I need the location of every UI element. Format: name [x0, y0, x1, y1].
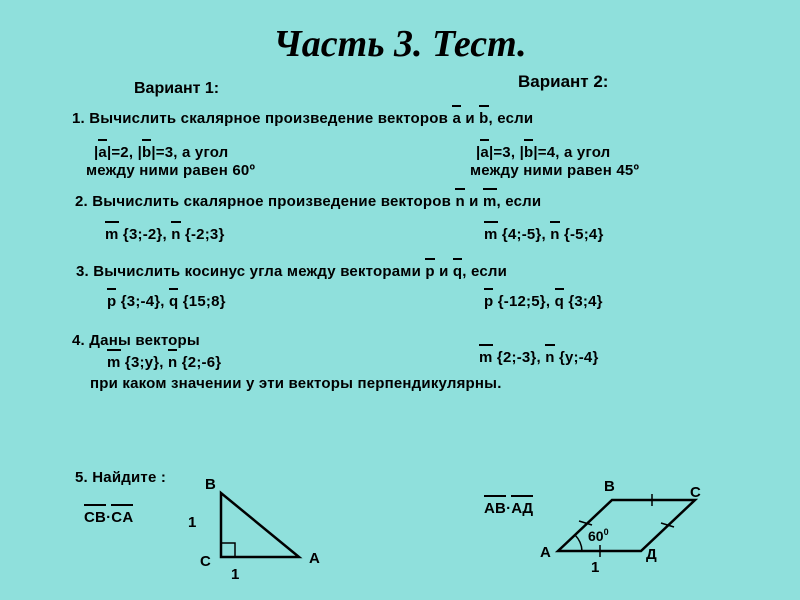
variant-1-q2: m {3;-2}, n {-2;3} [105, 226, 225, 243]
triangle-side-bc-label: 1 [188, 514, 197, 531]
variant-2-q4: m {2;-3}, n {y;-4} [479, 349, 599, 366]
triangle-vertex-a: A [309, 550, 320, 567]
vector-m: m [482, 193, 497, 210]
variant-1-q1-line2: между ними равен 60º [86, 162, 256, 179]
page-title: Часть 3. Тест. [273, 23, 527, 65]
parallelogram [540, 478, 701, 576]
variant-2-heading: Вариант 2: [518, 72, 609, 91]
parallelogram-vertex-b: B [604, 478, 615, 495]
parallelogram-vertex-d: Д [646, 546, 657, 563]
variant-1-q1-line1: |a|=2, |b|=3, а угол [94, 144, 229, 161]
right-triangle [188, 476, 320, 583]
angle-label: $60^0$ [588, 527, 609, 544]
triangle-vertex-b: B [205, 476, 216, 493]
variant-1-heading: Вариант 1: [134, 80, 220, 97]
question-3: 3. Вычислить косинус угла между векторами p и q, если [76, 263, 508, 280]
parallelogram-vertex-c: C [690, 484, 701, 501]
vector-b: b [479, 110, 489, 127]
vector-ca: CA [111, 509, 134, 526]
question-1: 1. Вычислить скалярное произведение векторов a и b, если [72, 110, 534, 127]
question-4-line2: при каком значении у эти векторы перпендикулярны. [90, 375, 502, 392]
question-5: 5. Найдите : [75, 469, 167, 486]
question-4: 4. Даны векторы [72, 332, 200, 349]
vector-ab: AB [484, 500, 507, 517]
variant-2-q2: m {4;-5}, n {-5;4} [484, 226, 604, 243]
parallelogram-shape [558, 500, 695, 551]
variant-2-q5: AB·AД [484, 500, 534, 517]
variant-2-q1-line1: |a|=3, |b|=4, а угол [476, 144, 611, 161]
angle-arc [575, 535, 582, 551]
right-angle-mark [221, 543, 235, 557]
vector-n: n [455, 193, 465, 210]
vector-cb: CB [84, 509, 107, 526]
parallelogram-side-label: 1 [591, 559, 600, 576]
vector-p: p [425, 263, 435, 280]
triangle-vertex-c: C [200, 553, 211, 570]
vector-q: q [452, 263, 463, 280]
question-2: 2. Вычислить скалярное произведение векторов n и m, если [75, 193, 542, 210]
parallelogram-vertex-a: A [540, 544, 551, 561]
vector-a: a [452, 110, 461, 127]
variant-2-q1-line2: между ними равен 45º [470, 162, 640, 179]
variant-1-q4: m {3;y}, n {2;-6} [107, 354, 222, 371]
triangle-shape [221, 493, 299, 557]
variant-2-q3: p {-12;5}, q {3;4} [484, 293, 603, 310]
variant-1-q3: p {3;-4}, q {15;8} [107, 293, 226, 310]
vector-ad: AД [511, 500, 534, 517]
variant-1-q5: CB·CA [84, 509, 134, 526]
triangle-side-ca-label: 1 [231, 566, 240, 583]
